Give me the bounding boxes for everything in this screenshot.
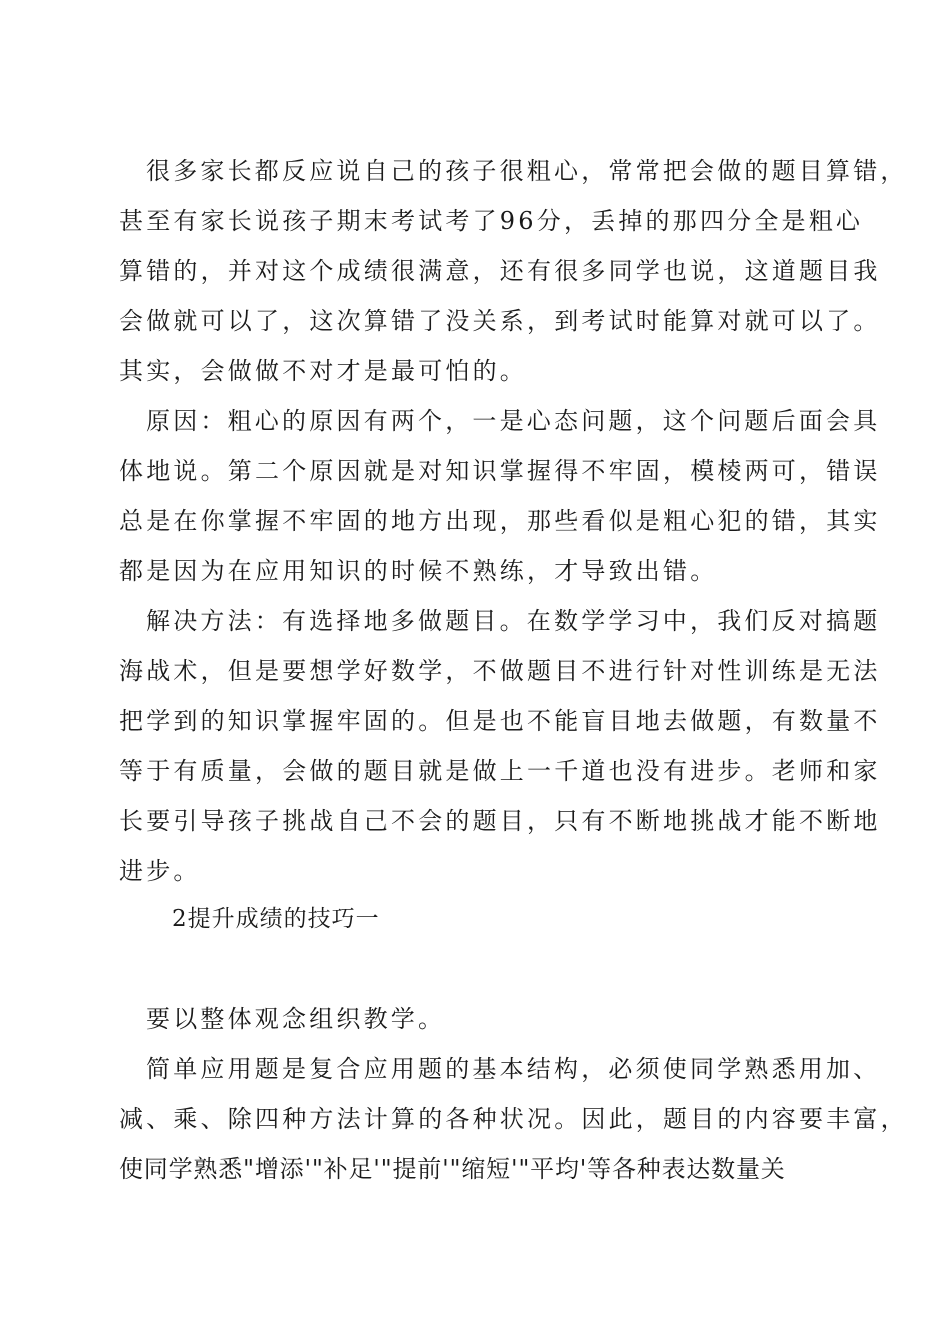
paragraph-2-line-4: 都是因为在应用知识的时候不熟练，才导致出错。 <box>119 557 718 585</box>
paragraph-2-line-3: 总是在你掌握不牢固的地方出现，那些看似是粗心犯的错，其实 <box>119 507 881 535</box>
paragraph-3-line-6: 进步。 <box>119 857 201 885</box>
paragraph-1-line-4: 会做就可以了，这次算错了没关系，到考试时能算对就可以了。 <box>119 307 881 335</box>
paragraph-3-line-1: 解决方法：有选择地多做题目。在数学学习中，我们反对搞题 <box>146 607 881 635</box>
paragraph-2-line-1: 原因：粗心的原因有两个，一是心态问题，这个问题后面会具 <box>146 407 881 435</box>
paragraph-5-line-3: 使同学熟悉"增添'"补足'"提前'"缩短'"平均'等各种表达数量关 <box>119 1155 786 1183</box>
paragraph-3-line-4: 等于有质量，会做的题目就是做上一千道也没有进步。老师和家 <box>119 757 881 785</box>
paragraph-3-line-2: 海战术，但是要想学好数学，不做题目不进行针对性训练是无法 <box>119 657 881 685</box>
paragraph-3-line-5: 长要引导孩子挑战自己不会的题目，只有不断地挑战才能不断地 <box>119 807 881 835</box>
paragraph-1-line-1: 很多家长都反应说自己的孩子很粗心，常常把会做的题目算错， <box>146 157 908 185</box>
paragraph-4-line-1: 要以整体观念组织教学。 <box>146 1005 446 1033</box>
paragraph-1-line-5: 其实，会做做不对才是最可怕的。 <box>119 357 527 385</box>
paragraph-3-line-3: 把学到的知识掌握牢固的。但是也不能盲目地去做题，有数量不 <box>119 707 881 735</box>
paragraph-5-line-1: 简单应用题是复合应用题的基本结构，必须使同学熟悉用加、 <box>146 1055 881 1083</box>
paragraph-1-line-2: 甚至有家长说孩子期末考试考了96分，丢掉的那四分全是粗心 <box>119 207 864 235</box>
paragraph-1-line-3: 算错的，并对这个成绩很满意，还有很多同学也说，这道题目我 <box>119 257 881 285</box>
section-heading: 2提升成绩的技巧一 <box>172 906 380 932</box>
paragraph-5-line-2: 减、乘、除四种方法计算的各种状况。因此，题目的内容要丰富， <box>119 1105 908 1133</box>
paragraph-2-line-2: 体地说。第二个原因就是对知识掌握得不牢固，模棱两可，错误 <box>119 457 881 485</box>
